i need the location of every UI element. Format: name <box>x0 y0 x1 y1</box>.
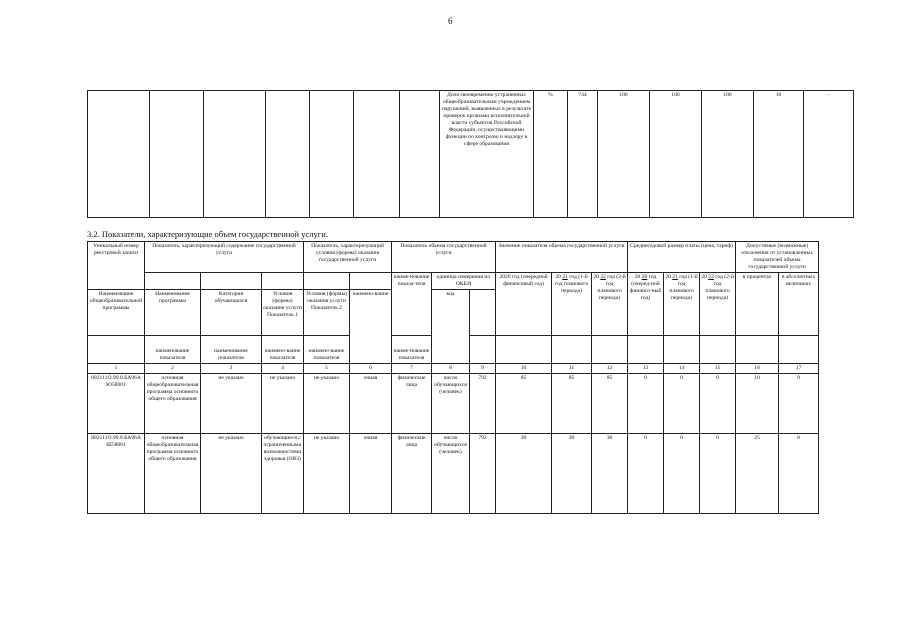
row-v2020: 85 <box>496 373 552 433</box>
header-volume-name: наиме-нование показа-теля <box>392 272 432 335</box>
row-p2021: 0 <box>664 433 700 513</box>
okei-code: 744 <box>568 91 598 218</box>
header-content-sub <box>145 272 201 289</box>
indicator-name: Доля своевременно устраненных общеобразовательным учреждением нарушений, выявленных в результате проверок органами исполнительной власти субъектов Российской Федерации, осуществляющими функции по контролю и надзору в сфере образования <box>440 91 534 218</box>
row-p2020: 0 <box>628 373 664 433</box>
section-title: 3.2. Показатели, характеризующие объем государственной услуги. <box>87 229 328 239</box>
col-number: 15 <box>700 363 736 373</box>
header-price-2020: 20 20 год (очеред-ной финансо-вый год) <box>628 272 664 335</box>
col-number: 4 <box>262 363 304 373</box>
table-row <box>88 433 819 513</box>
header-conditions-sub <box>304 272 350 289</box>
deviation-percent: 10 <box>754 91 804 218</box>
row-category: не указано <box>262 373 304 433</box>
header-year-2021: 20 21 год (1-й год планового периода) <box>552 272 592 335</box>
header-volume-unit: единица измерения по ОКЕИ <box>432 272 496 289</box>
header-content-sub <box>262 272 304 289</box>
header-unit-code: код <box>432 289 470 363</box>
col-number: 16 <box>736 363 779 373</box>
header-price-2021: 20 21 год (1-й год планового периода) <box>664 272 700 335</box>
header-volume: Показатель объема государственной услуги <box>392 242 496 273</box>
header-price-2022: 20 22 год (2-й год планового периода) <box>700 272 736 335</box>
row-cond2: очная <box>350 433 392 513</box>
sub-label: наимено-вание показателя <box>262 335 304 363</box>
row-indicator: физические лица <box>392 373 432 433</box>
header-values: Значение показателя объема государственной услуги <box>496 242 628 273</box>
row-id: 802111О.99.0.БА96АШ58001 <box>88 433 145 513</box>
header-col-cond1: Условия (формы) оказания услуги Показатель 1 <box>262 289 304 335</box>
row-p2020: 0 <box>628 433 664 513</box>
row-unit: число обучающихся (человек) <box>432 433 470 513</box>
header-col-program: Наименование общеобразовательной программы <box>88 289 145 335</box>
header-deviation: Допустимые (возможные) отклонения от установленных показателей объема государственной услуги <box>736 242 819 273</box>
row-v2021: 30 <box>552 433 592 513</box>
row-p2021: 0 <box>664 373 700 433</box>
row-indicator: физические лица <box>392 433 432 513</box>
value-2022: 100 <box>702 91 754 218</box>
sub-label: наименование показателя <box>201 335 262 363</box>
col-number: 13 <box>628 363 664 373</box>
header-col-name: Наименование программы <box>145 289 201 335</box>
row-cond2: очная <box>350 373 392 433</box>
row-dev-pct: 10 <box>736 373 779 433</box>
row-program: основная общеобразовательная программа основного общего образования <box>145 373 201 433</box>
col-number: 5 <box>304 363 350 373</box>
header-year-2022: 20 22 год (2-й год планового периода) <box>592 272 628 335</box>
header-dev-absolute: в абсолютных величинах <box>779 272 819 335</box>
col-number: 1 <box>88 363 145 373</box>
header-content: Показатель, характеризующий содержание государственной услуги <box>145 242 304 273</box>
row-program: основная общеобразовательная программа основного общего образования <box>145 433 201 513</box>
header-avg-price: Среднегодовой размер платы (цена, тариф) <box>628 242 736 273</box>
header-unit-name: наимено-вание <box>350 289 392 363</box>
row-p2022: 0 <box>700 373 736 433</box>
column-numbers-row <box>88 363 819 373</box>
value-2021: 100 <box>650 91 702 218</box>
sub-label: наимено-вание показателя <box>304 335 350 363</box>
row-category: обучающиеся с ограниченными возможностями здоровья (ОВЗ) <box>262 433 304 513</box>
unit-name: % <box>534 91 568 218</box>
table-row <box>88 373 819 433</box>
col-number: 2 <box>145 363 201 373</box>
row-cond1: не указано <box>304 373 350 433</box>
header-unique-number: Уникальный номер реестровой записи <box>88 242 145 290</box>
row-v2022: 85 <box>592 373 628 433</box>
header-conditions-sub <box>350 272 392 289</box>
header-row-1 <box>88 242 819 273</box>
row-dev-pct: 25 <box>736 433 779 513</box>
quality-indicators-continuation-table <box>87 90 854 218</box>
header-content-sub <box>201 272 262 289</box>
header-col-cond2: Условия (формы) оказания услуги Показатель 2 <box>304 289 350 335</box>
col-number: 9 <box>470 363 496 373</box>
row-name: не указано <box>201 433 262 513</box>
row-cond1: не указано <box>304 433 350 513</box>
header-year-2020: 2020 год (очередной финансовый год) <box>496 272 552 335</box>
row-v2020: 30 <box>496 433 552 513</box>
col-number: 10 <box>496 363 552 373</box>
col-number: 17 <box>779 363 819 373</box>
volume-indicators-table <box>87 241 819 514</box>
sub-label: наиме-нование показателя <box>392 335 432 363</box>
header-dev-percent: в процентах <box>736 272 779 335</box>
row-id: 802111О.99.0.БА96АЮ58001 <box>88 373 145 433</box>
value-2020: 100 <box>598 91 650 218</box>
col-number: 7 <box>392 363 432 373</box>
sub-label: наименование показателя <box>145 335 201 363</box>
col-number: 6 <box>350 363 392 373</box>
row-code: 792 <box>470 433 496 513</box>
table-row <box>88 91 854 218</box>
row-code: 792 <box>470 373 496 433</box>
col-number: 11 <box>552 363 592 373</box>
row-unit: число обучающихся (человек) <box>432 373 470 433</box>
row-name: не указано <box>201 373 262 433</box>
row-dev-abs: 8 <box>779 433 819 513</box>
deviation-absolute: - <box>804 91 854 218</box>
row-dev-abs: 9 <box>779 373 819 433</box>
col-number: 12 <box>592 363 628 373</box>
row-p2022: 0 <box>700 433 736 513</box>
page-number: 6 <box>448 16 453 26</box>
row-v2021: 85 <box>552 373 592 433</box>
header-conditions: Показатель, характеризующий условия (формы) оказания государственной услуги <box>304 242 392 273</box>
col-number: 8 <box>432 363 470 373</box>
row-v2022: 30 <box>592 433 628 513</box>
col-number: 3 <box>201 363 262 373</box>
header-col-category: Категория обучающихся <box>201 289 262 335</box>
col-number: 14 <box>664 363 700 373</box>
